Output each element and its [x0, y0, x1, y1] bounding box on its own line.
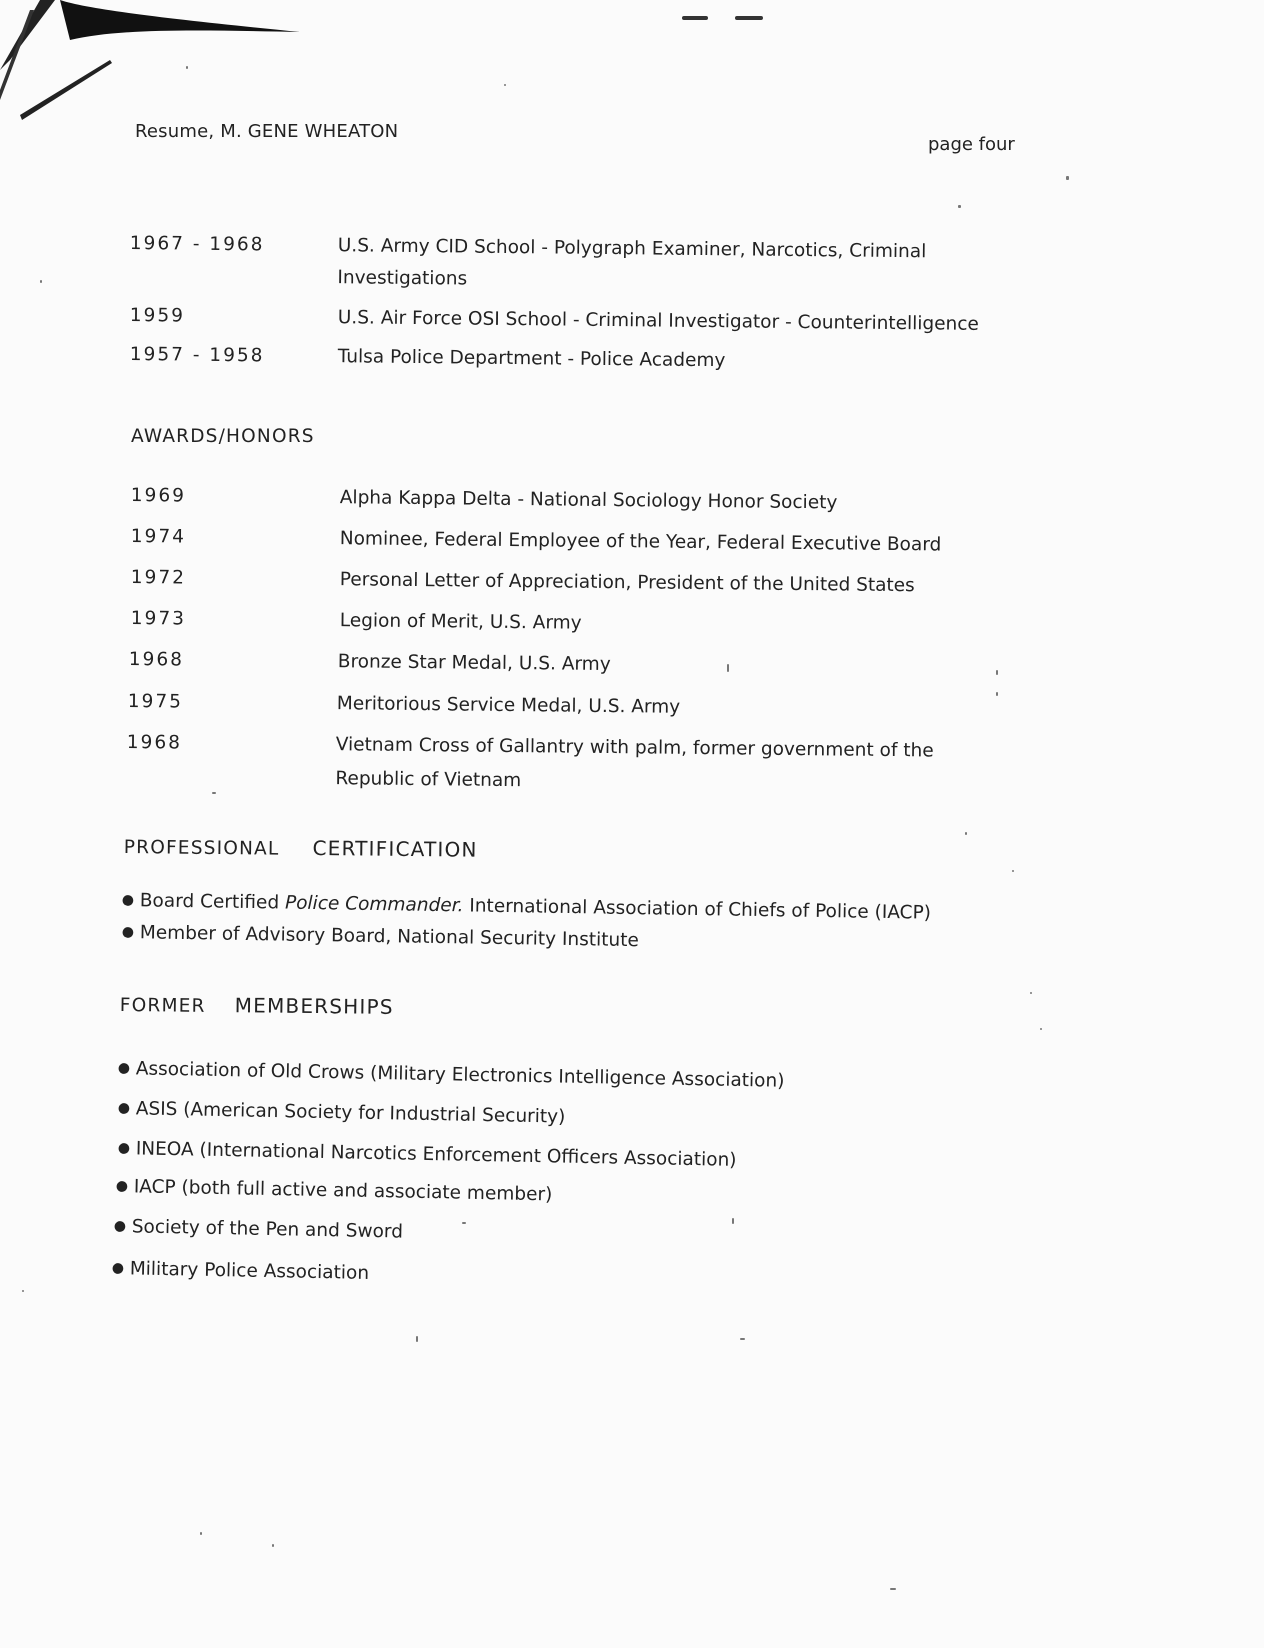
scan-speck — [462, 1222, 466, 1224]
scan-speck — [40, 280, 42, 283]
scan-speck — [740, 1338, 745, 1340]
award-year: 1968 — [126, 731, 183, 754]
award-row — [131, 562, 1131, 604]
membership-item — [118, 1058, 785, 1092]
certification-text: Member of Advisory Board, National Security Institute — [139, 922, 639, 952]
scan-speck — [996, 692, 998, 696]
award-text: Meritorious Service Medal, U.S. Army — [336, 693, 681, 718]
membership-item — [114, 1216, 404, 1243]
award-row — [131, 521, 1131, 563]
bullet-icon: ● — [121, 891, 135, 909]
membership-text: Association of Old Crows (Military Electronics Intelligence Association) — [135, 1058, 785, 1092]
training-row — [130, 339, 1130, 381]
scan-speck — [727, 664, 729, 672]
training-row — [129, 228, 1130, 302]
bullet-icon: ● — [117, 1059, 131, 1077]
certification-heading-part: PROFESSIONAL — [123, 836, 280, 860]
award-row — [126, 727, 1127, 801]
membership-item — [118, 1138, 737, 1171]
membership-text: IACP (both full active and associate member) — [133, 1176, 553, 1206]
award-year: 1974 — [130, 525, 187, 548]
certification-heading — [124, 834, 478, 862]
scan-speck — [890, 1588, 896, 1590]
training-years: 1967 - 1968 — [129, 232, 265, 256]
bullet-icon: ● — [121, 923, 135, 941]
award-text: Personal Letter of Appreciation, President of the United States — [339, 569, 915, 597]
award-text: Nominee, Federal Employee of the Year, Federal Executive Board — [339, 528, 942, 556]
scan-speck — [996, 670, 998, 675]
training-years: 1957 - 1958 — [129, 343, 265, 367]
page-number: page four — [928, 134, 1015, 155]
award-row — [131, 480, 1131, 522]
resume-header-name: Resume, M. GENE WHEATON — [135, 121, 399, 142]
award-year: 1972 — [130, 566, 187, 589]
certification-item — [122, 922, 639, 951]
scan-artifact-corner-mark — [0, 0, 320, 140]
training-description: U.S. Army CID School - Polygraph Examiner, Narcotics, Criminal — [337, 235, 927, 263]
bullet-icon: ● — [115, 1177, 129, 1195]
training-description: U.S. Air Force OSI School - Criminal Investigator - Counterintelligence — [337, 307, 979, 335]
bullet-icon: ● — [117, 1099, 131, 1117]
scan-speck — [186, 66, 188, 69]
certification-heading-part: CERTIFICATION — [312, 835, 478, 862]
award-text: Alpha Kappa Delta - National Sociology Honor Society — [339, 487, 838, 514]
bullet-icon: ● — [111, 1259, 125, 1277]
award-row — [128, 686, 1128, 728]
memberships-heading — [120, 992, 394, 1019]
bullet-icon: ● — [113, 1217, 127, 1235]
scan-artifact-dash — [682, 16, 708, 20]
scan-speck — [732, 1218, 734, 1224]
award-text-continued: Republic of Vietnam — [335, 768, 522, 792]
certification-title: Police Commander. — [284, 892, 464, 917]
scan-speck — [22, 1290, 24, 1292]
training-description: Tulsa Police Department - Police Academy — [337, 346, 726, 372]
scan-speck — [1040, 1028, 1042, 1030]
training-row — [130, 300, 1130, 342]
training-description-continued: Investigations — [337, 267, 468, 290]
scan-speck — [965, 832, 967, 835]
certification-item — [122, 890, 931, 924]
memberships-heading-part: MEMBERSHIPS — [234, 993, 394, 1019]
membership-text: Military Police Association — [129, 1258, 370, 1284]
membership-item — [112, 1258, 370, 1284]
award-text: Bronze Star Medal, U.S. Army — [337, 651, 611, 676]
award-row — [131, 603, 1131, 645]
certification-text: International Association of Chiefs of Police (IACP) — [463, 895, 932, 924]
memberships-heading-part: FORMER — [119, 994, 206, 1017]
certification-text: Board Certified — [139, 890, 286, 914]
bullet-icon: ● — [117, 1139, 131, 1157]
scan-speck — [504, 84, 506, 86]
scan-speck — [200, 1532, 202, 1535]
scan-speck — [416, 1336, 418, 1342]
scan-speck — [1066, 176, 1069, 180]
award-year: 1969 — [130, 484, 187, 507]
award-year: 1975 — [127, 690, 184, 713]
membership-text: INEOA (International Narcotics Enforcement Officers Association) — [135, 1138, 737, 1171]
award-text: Vietnam Cross of Gallantry with palm, former government of the — [335, 734, 934, 762]
scan-speck — [958, 205, 961, 208]
scan-speck — [212, 792, 216, 794]
scan-speck — [1030, 992, 1032, 994]
membership-text: ASIS (American Society for Industrial Security) — [135, 1098, 566, 1128]
scan-artifact-dash — [735, 16, 763, 20]
membership-item — [118, 1098, 566, 1128]
scan-speck — [272, 1544, 274, 1547]
award-year: 1968 — [128, 648, 185, 671]
membership-text: Society of the Pen and Sword — [131, 1216, 404, 1243]
award-row — [129, 644, 1129, 686]
awards-heading: AWARDS/HONORS — [131, 426, 315, 447]
membership-item — [116, 1176, 553, 1205]
award-year: 1973 — [130, 607, 187, 630]
training-years: 1959 — [129, 304, 186, 327]
award-text: Legion of Merit, U.S. Army — [339, 610, 582, 634]
scan-speck — [1012, 870, 1014, 872]
